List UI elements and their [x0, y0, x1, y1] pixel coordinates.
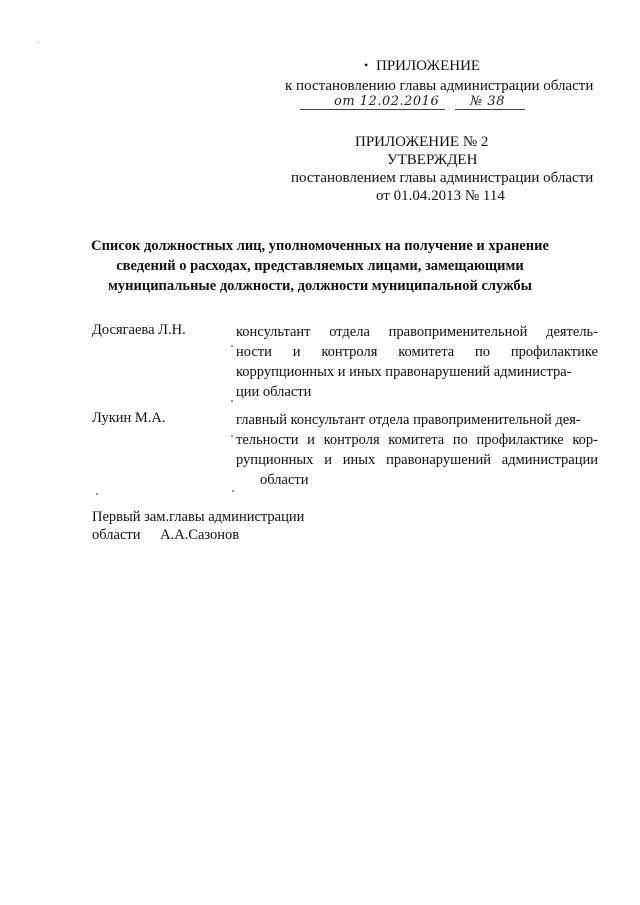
- official-position: [236, 322, 598, 402]
- approving-decree: постановлением главы администрации области: [291, 170, 594, 186]
- decree-reference: от 01.04.2013 № 114: [376, 188, 505, 204]
- number-underline: [455, 109, 525, 110]
- title-line: муниципальные должности, должности муниципальной службы: [108, 278, 532, 294]
- position-line: тельности и контроля комитета по профилактике кор-: [236, 432, 598, 448]
- title-line: Список должностных лиц, уполномоченных на получение и хранение: [91, 238, 549, 254]
- scan-speck: [232, 490, 234, 492]
- bullet-dot: •: [364, 58, 369, 72]
- scan-speck: [231, 400, 233, 402]
- position-line: области: [260, 472, 309, 488]
- official-position: [236, 410, 598, 490]
- approved-label: УТВЕРЖДЕН: [387, 152, 478, 168]
- position-line: рупционных и иных правонарушений администрации: [236, 452, 598, 468]
- scan-speck: [38, 42, 39, 43]
- scan-speck: [96, 493, 98, 495]
- position-line: ности и контроля комитета по профилактике: [236, 344, 598, 360]
- scan-speck: [231, 435, 233, 437]
- signer-position-cont: области: [92, 527, 141, 543]
- title-line: сведений о расходах, представляемых лицами, замещающими: [116, 258, 524, 274]
- position-line: главный консультант отдела правоприменительной дея-: [236, 412, 581, 428]
- handwritten-number: № 38: [470, 94, 505, 109]
- document-title: [40, 236, 600, 296]
- position-line: ции области: [236, 384, 312, 400]
- signer-position: Первый зам.главы администрации: [92, 509, 305, 525]
- official-name: Досягаева Л.Н.: [92, 322, 186, 338]
- official-name: Лукин М.А.: [92, 410, 166, 426]
- position-line: коррупционных и иных правонарушений администра-: [236, 364, 572, 380]
- signer-line: [92, 526, 304, 544]
- appendix-title: ПРИЛОЖЕНИЕ № 2: [355, 134, 489, 150]
- date-underline: [300, 109, 445, 110]
- annex-subtitle: к постановлению главы администрации области: [285, 78, 594, 94]
- position-line: консультант отдела правоприменительной деятель-: [236, 324, 598, 340]
- signer-name: А.А.Сазонов: [160, 527, 240, 543]
- scan-speck: [231, 345, 233, 347]
- annex-title: ПРИЛОЖЕНИЕ: [376, 58, 481, 74]
- signature-block: [92, 508, 304, 544]
- handwritten-date: от 12.02.2016: [334, 94, 440, 109]
